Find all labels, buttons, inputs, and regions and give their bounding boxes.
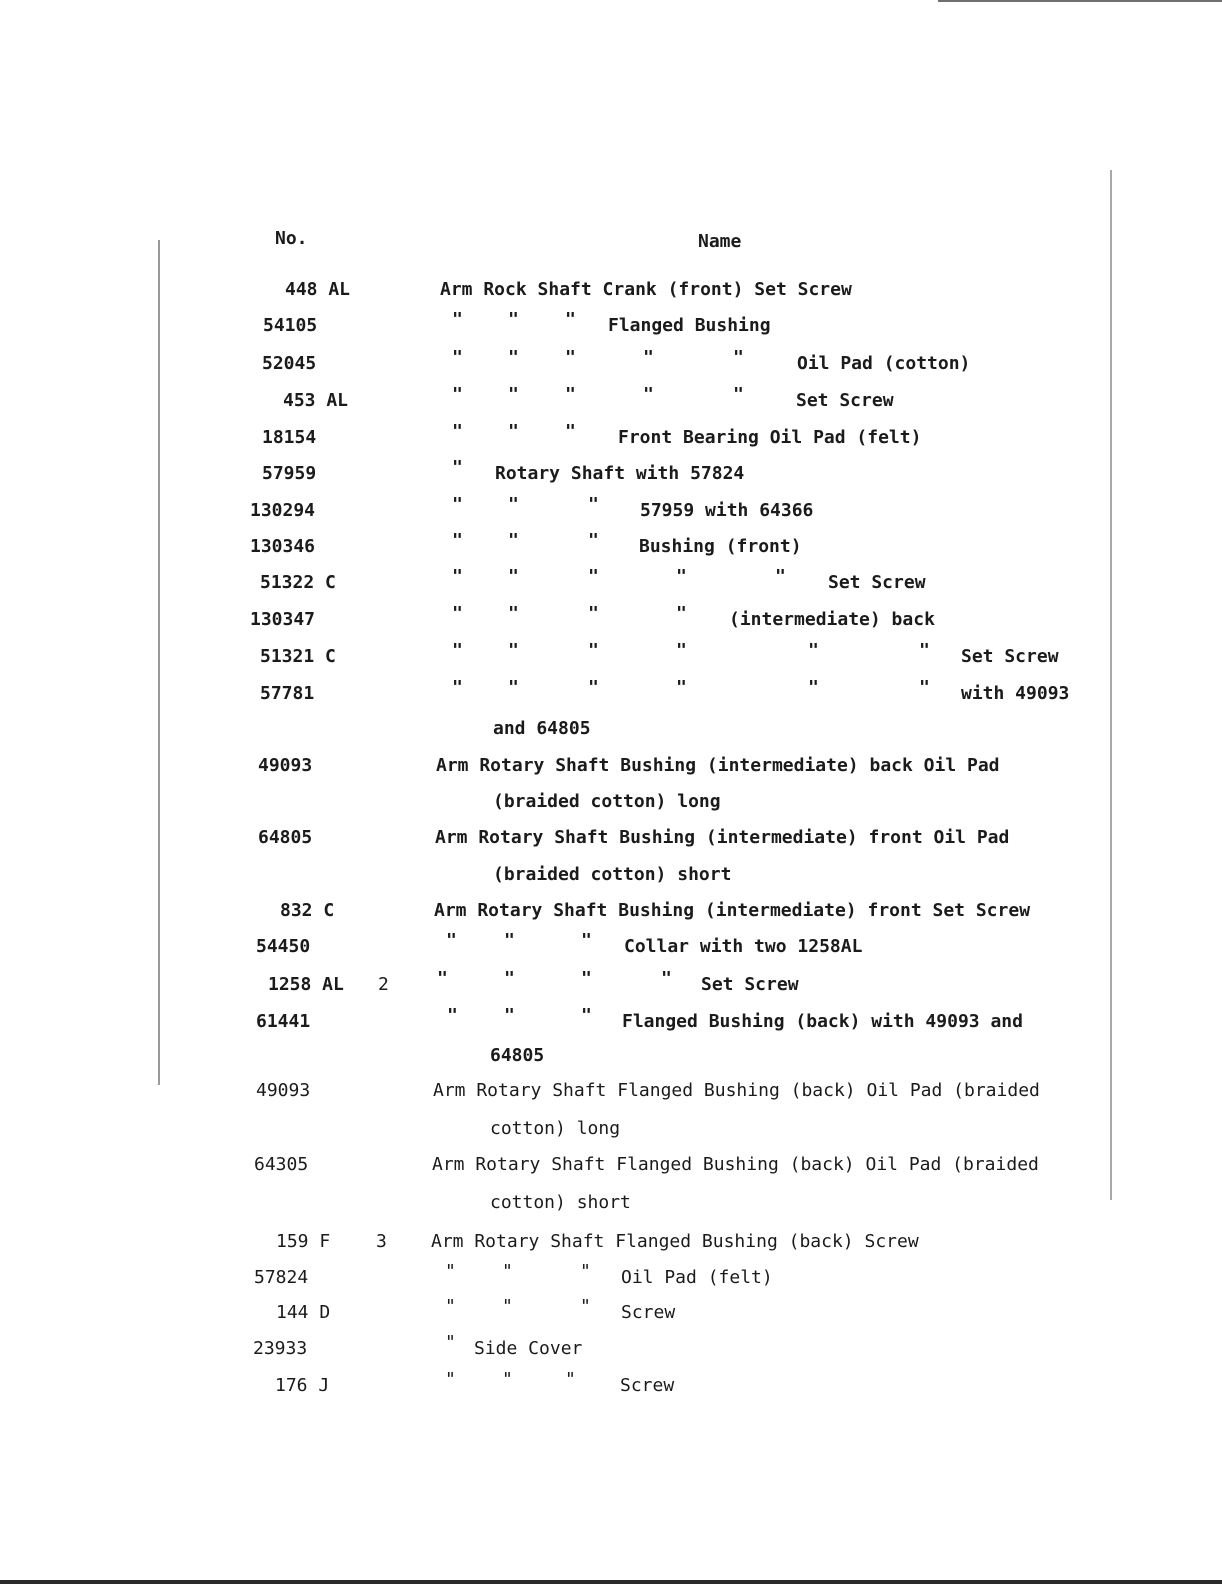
ditto-mark: " [508, 530, 519, 551]
ditto-mark: " [775, 566, 786, 587]
ditto-mark: " [452, 347, 463, 368]
part-number: 57959 [262, 463, 317, 484]
part-name: Bushing (front) [639, 536, 802, 557]
ditto-mark: " [445, 1332, 456, 1353]
part-name: Arm Rotary Shaft Bushing (intermediate) front Oil Pad [435, 827, 1010, 848]
ditto-mark: " [508, 603, 519, 624]
ditto-mark: " [452, 384, 463, 405]
quantity: 2 [378, 974, 389, 995]
part-name: Front Bearing Oil Pad (felt) [618, 427, 922, 448]
part-number: 54105 [263, 315, 318, 336]
ditto-mark: " [447, 1005, 458, 1026]
part-name: Screw [621, 1302, 676, 1323]
ditto-mark: " [508, 677, 519, 698]
part-number: 832 C [280, 900, 335, 921]
ditto-mark: " [919, 640, 930, 661]
ditto-mark: " [588, 530, 599, 551]
part-number: 57781 [260, 683, 315, 704]
part-name: Oil Pad (cotton) [797, 353, 971, 374]
ditto-mark: " [437, 968, 448, 989]
ditto-mark: " [919, 677, 930, 698]
part-name: Set Screw [701, 974, 799, 995]
scan-edge-left [158, 240, 160, 1085]
ditto-mark: " [452, 457, 463, 478]
part-number: 130294 [250, 500, 316, 521]
ditto-mark: " [565, 384, 576, 405]
part-name: Screw [620, 1375, 675, 1396]
ditto-mark: " [508, 421, 519, 442]
part-name: Arm Rotary Shaft Flanged Bushing (back) Oil Pad (braided [433, 1080, 1040, 1101]
part-name: Set Screw [828, 572, 926, 593]
ditto-mark: " [565, 1369, 576, 1390]
ditto-mark: " [733, 347, 744, 368]
ditto-mark: " [508, 494, 519, 515]
part-number: 144 D [276, 1302, 331, 1323]
scan-edge-bottom [0, 1580, 1222, 1584]
part-name-continued: cotton) long [490, 1118, 621, 1139]
part-name: Flanged Bushing [608, 315, 771, 336]
part-number: 54450 [256, 936, 311, 957]
part-name-continued: cotton) short [490, 1192, 631, 1213]
part-number: 49093 [258, 755, 313, 776]
ditto-mark: " [580, 1296, 591, 1317]
column-header-name: Name [698, 231, 742, 252]
part-name: Set Screw [961, 646, 1059, 667]
ditto-mark: " [452, 494, 463, 515]
part-name: (intermediate) back [729, 609, 935, 630]
ditto-mark: " [508, 640, 519, 661]
ditto-mark: " [446, 930, 457, 951]
part-name: Collar with two 1258AL [624, 936, 863, 957]
ditto-mark: " [676, 677, 687, 698]
scan-edge-top [938, 0, 1222, 2]
part-number: 64305 [254, 1154, 309, 1175]
part-number: 61441 [256, 1011, 311, 1032]
ditto-mark: " [676, 566, 687, 587]
part-name: Set Screw [796, 390, 894, 411]
ditto-mark: " [643, 384, 654, 405]
part-number: 448 AL [285, 279, 351, 300]
ditto-mark: " [502, 1261, 513, 1282]
ditto-mark: " [581, 1005, 592, 1026]
part-number: 159 F [276, 1231, 331, 1252]
ditto-mark: " [580, 1261, 591, 1282]
ditto-mark: " [445, 1369, 456, 1390]
ditto-mark: " [445, 1296, 456, 1317]
ditto-mark: " [588, 677, 599, 698]
part-number: 130346 [250, 536, 316, 557]
ditto-mark: " [588, 494, 599, 515]
ditto-mark: " [733, 384, 744, 405]
part-name: Rotary Shaft with 57824 [495, 463, 745, 484]
ditto-mark: " [808, 640, 819, 661]
part-number: 130347 [250, 609, 316, 630]
ditto-mark: " [452, 640, 463, 661]
part-name: Arm Rotary Shaft Flanged Bushing (back) Screw [431, 1231, 919, 1252]
ditto-mark: " [676, 640, 687, 661]
scan-edge-right [1110, 170, 1112, 1200]
ditto-mark: " [565, 421, 576, 442]
ditto-mark: " [452, 530, 463, 551]
part-name-continued: 64805 [490, 1045, 545, 1066]
part-number: 64805 [258, 827, 313, 848]
quantity: 3 [376, 1231, 387, 1252]
ditto-mark: " [581, 968, 592, 989]
part-name: with 49093 [961, 683, 1070, 704]
ditto-mark: " [452, 603, 463, 624]
ditto-mark: " [452, 309, 463, 330]
ditto-mark: " [565, 347, 576, 368]
ditto-mark: " [565, 309, 576, 330]
ditto-mark: " [588, 566, 599, 587]
part-number: 176 J [275, 1375, 330, 1396]
ditto-mark: " [508, 566, 519, 587]
ditto-mark: " [588, 603, 599, 624]
part-name: Arm Rock Shaft Crank (front) Set Screw [440, 279, 852, 300]
part-number: 1258 AL [268, 974, 344, 995]
part-number: 453 AL [283, 390, 349, 411]
ditto-mark: " [508, 309, 519, 330]
ditto-mark: " [643, 347, 654, 368]
ditto-mark: " [452, 421, 463, 442]
part-name: Arm Rotary Shaft Bushing (intermediate) back Oil Pad [436, 755, 1000, 776]
ditto-mark: " [508, 347, 519, 368]
part-name: Oil Pad (felt) [621, 1267, 773, 1288]
part-name: Flanged Bushing (back) with 49093 and [622, 1011, 1023, 1032]
part-number: 57824 [254, 1267, 309, 1288]
ditto-mark: " [502, 1369, 513, 1390]
ditto-mark: " [808, 677, 819, 698]
part-name-continued: and 64805 [493, 718, 591, 739]
ditto-mark: " [508, 384, 519, 405]
part-number: 49093 [256, 1080, 311, 1101]
part-name-continued: (braided cotton) long [493, 791, 721, 812]
ditto-mark: " [452, 677, 463, 698]
ditto-mark: " [502, 1296, 513, 1317]
ditto-mark: " [504, 930, 515, 951]
part-number: 52045 [262, 353, 317, 374]
part-name: Arm Rotary Shaft Flanged Bushing (back) Oil Pad (braided [432, 1154, 1039, 1175]
part-name: 57959 with 64366 [640, 500, 814, 521]
part-number: 51321 C [260, 646, 336, 667]
ditto-mark: " [445, 1261, 456, 1282]
part-number: 18154 [262, 427, 317, 448]
ditto-mark: " [452, 566, 463, 587]
part-number: 51322 C [260, 572, 336, 593]
ditto-mark: " [676, 603, 687, 624]
ditto-mark: " [504, 1005, 515, 1026]
ditto-mark: " [588, 640, 599, 661]
ditto-mark: " [661, 968, 672, 989]
part-number: 23933 [253, 1338, 308, 1359]
column-header-no: No. [275, 228, 308, 249]
ditto-mark: " [581, 930, 592, 951]
ditto-mark: " [504, 968, 515, 989]
part-name: Side Cover [474, 1338, 583, 1359]
part-name-continued: (braided cotton) short [493, 864, 732, 885]
part-name: Arm Rotary Shaft Bushing (intermediate) front Set Screw [434, 900, 1031, 921]
